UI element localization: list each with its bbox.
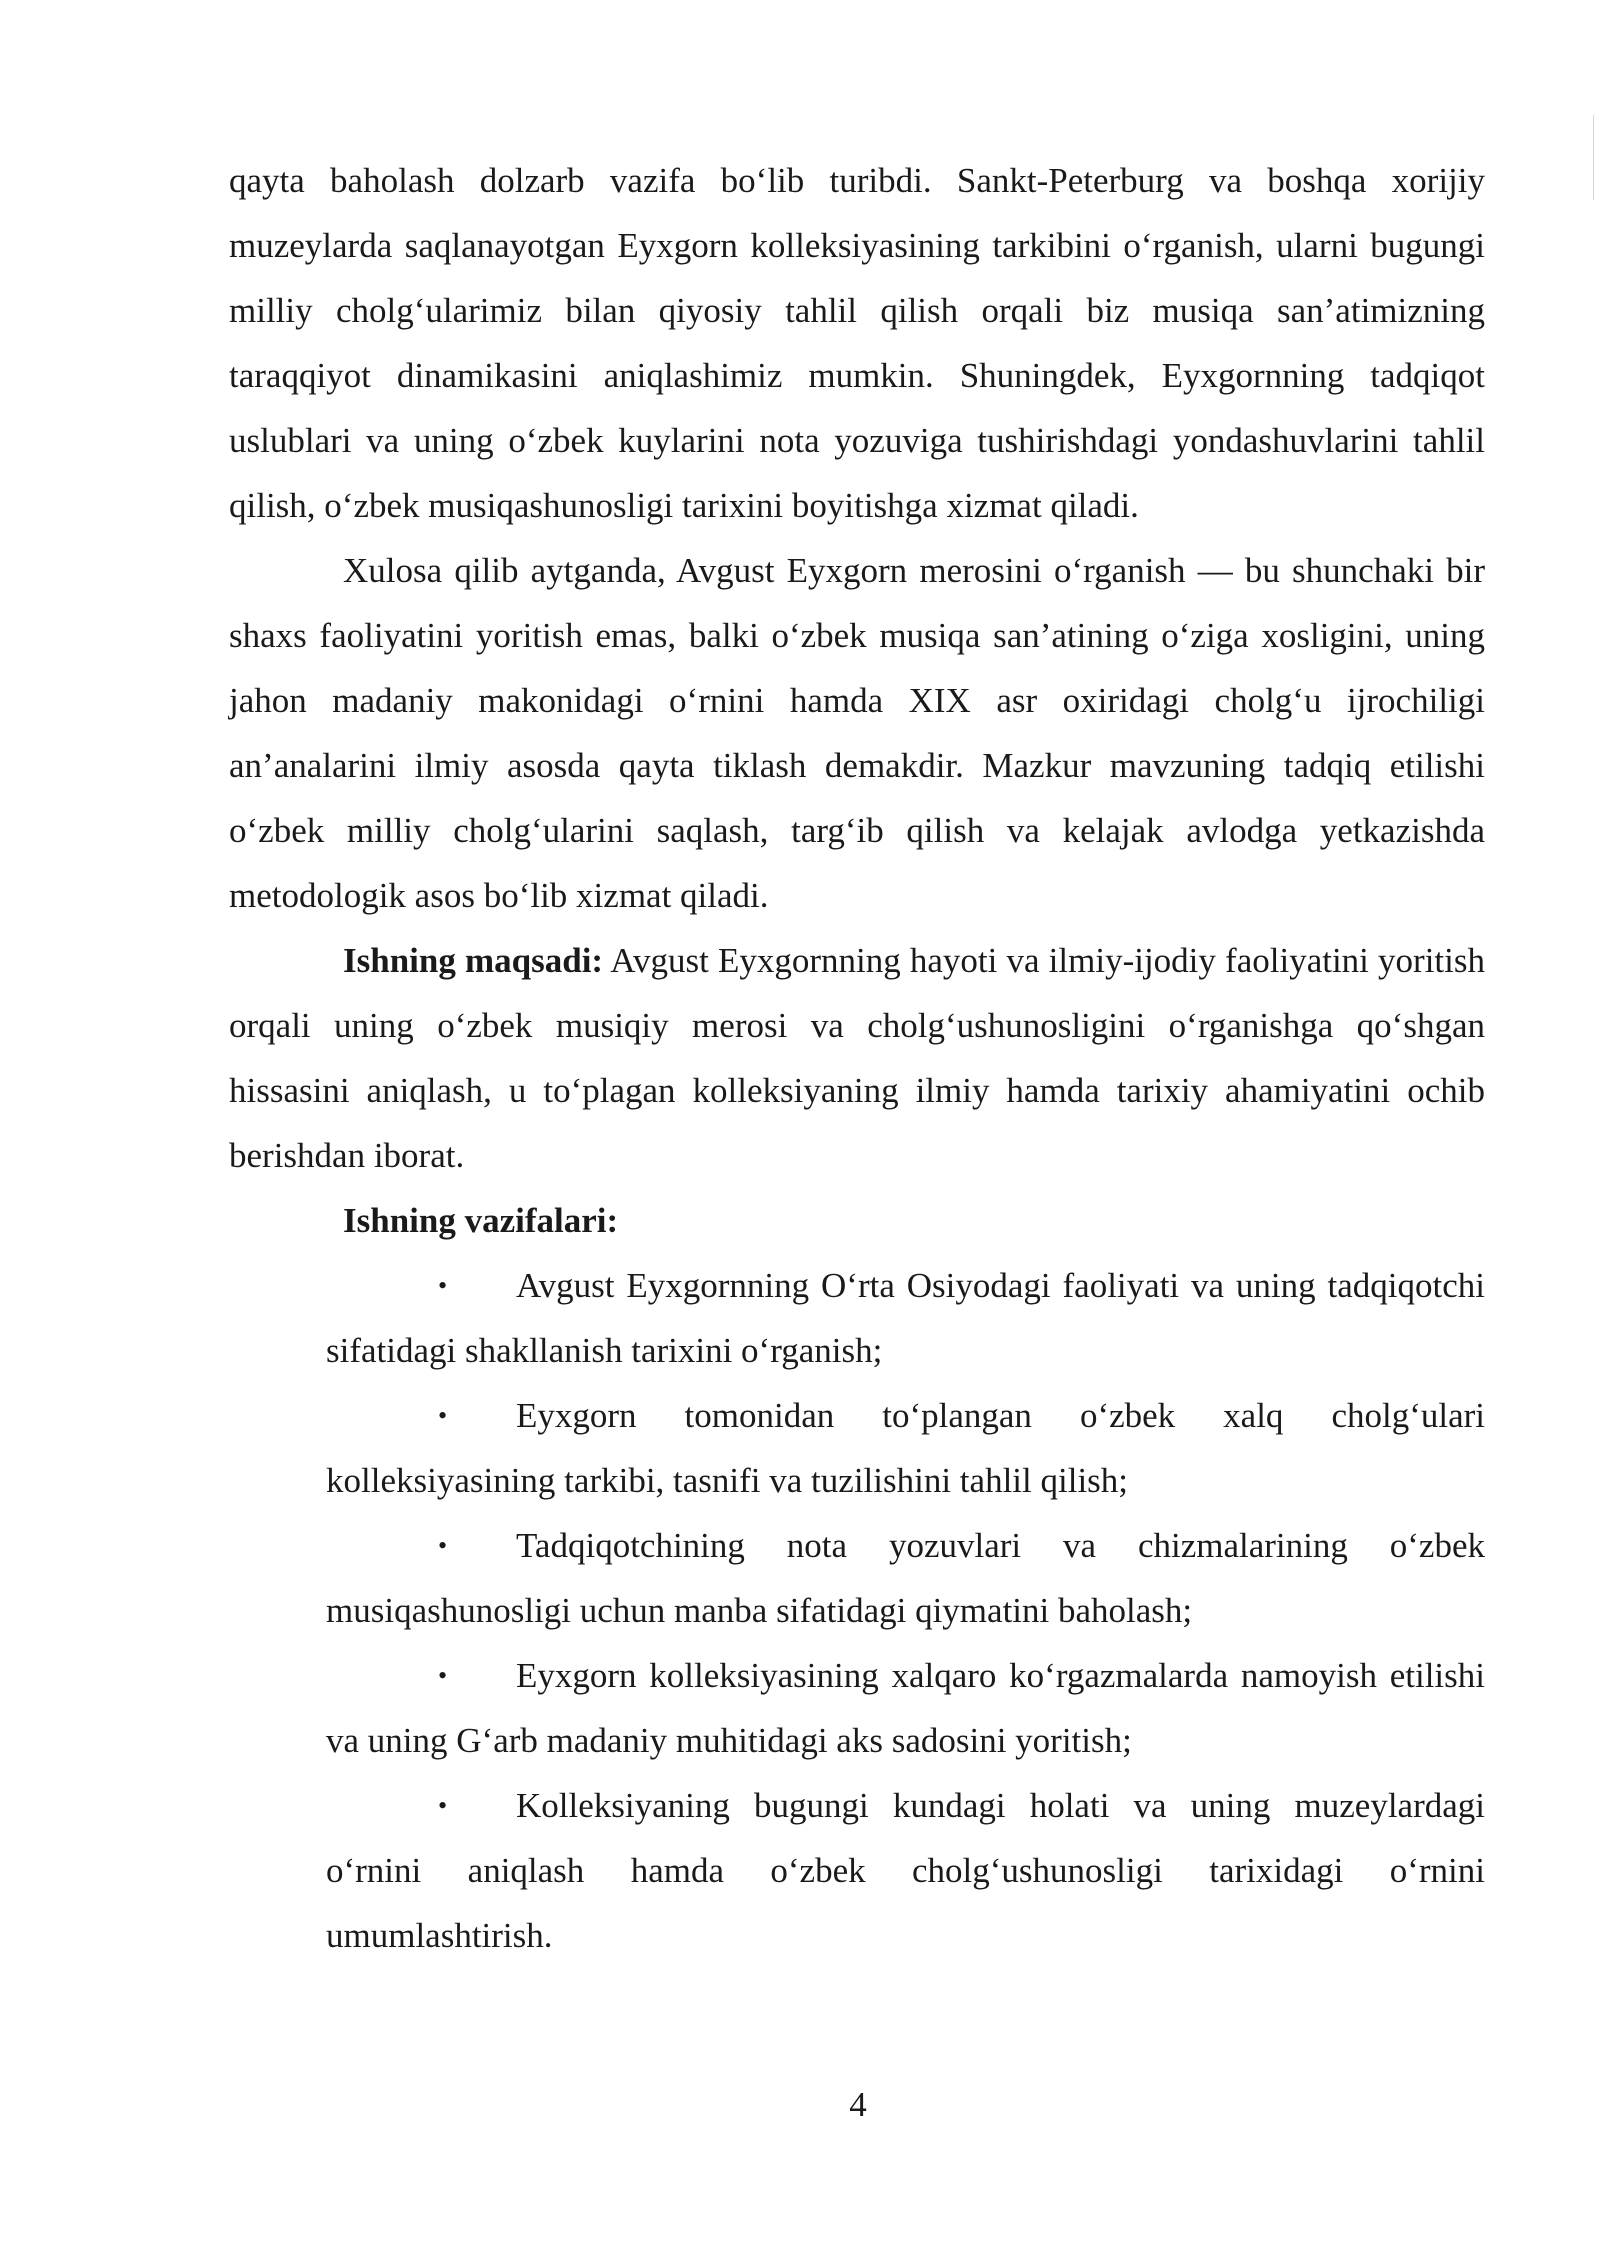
paragraph-conclusion: Xulosa qilib aytganda, Avgust Eyxgorn merosini o‘rganish — bu shunchaki bir shaxs faoliyatini yoritish emas, balki o‘zbek musiqa san’atining o‘ziga xosligini, uning jahon madaniy makonidagi o‘rnini hamda XIX asr oxiridagi cholg‘u ijrochiligi an’analarini ilmiy asosda qayta tiklash demakdir. Mazkur mavzuning tadqiq etilishi o‘zbek milliy cholg‘ularini saqlash, targ‘ib qilish va kelajak avlodga yetkazishda metodologik asos bo‘lib xizmat qiladi. (229, 551, 1485, 915)
paragraph-goal (229, 928, 1485, 1188)
list-item-text: Eyxgorn tomonidan to‘plangan o‘zbek xalq cholg‘ulari kolleksiyasining tarkibi, tasnifi va tuzilishini tahlil qilish; (326, 1396, 1485, 1500)
list-item (326, 1643, 1485, 1773)
page-number: 4 (849, 2085, 867, 2124)
goal-text: Avgust Eyxgornning hayoti va ilmiy-ijodiy faoliyatini yoritish orqali uning o‘zbek musiqiy merosi va cholg‘ushunosligini o‘rganishga qo‘shgan hissasini aniqlash, u to‘plagan kolleksiyaning ilmiy hamda tarixiy ahamiyatini ochib berishdan iborat. (229, 941, 1485, 1175)
bullet-icon: • (438, 1661, 448, 1690)
list-item-text: Avgust Eyxgornning O‘rta Osiyodagi faoliyati va uning tadqiqotchi sifatidagi shakllanish tarixini o‘rganish; (326, 1266, 1485, 1370)
list-item-text: Eyxgorn kolleksiyasining xalqaro ko‘rgazmalarda namoyish etilishi va uning G‘arb madaniy muhitidagi aks sadosini yoritish; (326, 1656, 1485, 1760)
list-item-text: Kolleksiyaning bugungi kundagi holati va uning muzeylardagi o‘rnini aniqlash hamda o‘zbek cholg‘ushunosligi tarixidagi o‘rnini umumlashtirish. (326, 1786, 1485, 1955)
page-content (229, 148, 1485, 1968)
bullet-icon: • (438, 1531, 448, 1560)
bullet-icon: • (438, 1791, 448, 1820)
goal-label: Ishning maqsadi: (343, 941, 604, 980)
list-item (326, 1383, 1485, 1513)
paragraph-continuation: qayta baholash dolzarb vazifa bo‘lib turibdi. Sankt-Peterburg va boshqa xorijiy muzeylarda saqlanayotgan Eyxgorn kolleksiyasining tarkibini o‘rganish, ularni bugungi milliy cholg‘ularimiz bilan qiyosiy tahlil qilish orqali biz musiqa san’atimizning taraqqiyot dinamikasini aniqlashimiz mumkin. Shuningdek, Eyxgornning tadqiqot uslublari va uning o‘zbek kuylarini nota yozuviga tushirishdagi yondashuvlarini tahlil qilish, o‘zbek musiqashunosligi tarixini boyitishga xizmat qiladi. (229, 161, 1485, 525)
list-item (326, 1253, 1485, 1383)
tasks-heading: Ishning vazifalari: (343, 1201, 619, 1240)
list-item-text: Tadqiqotchining nota yozuvlari va chizmalarining o‘zbek musiqashunosligi uchun manba sifatidagi qiymatini baholash; (326, 1526, 1485, 1630)
bullet-icon: • (438, 1271, 448, 1300)
list-item (326, 1513, 1485, 1643)
tasks-list (229, 1253, 1485, 1968)
list-item (326, 1773, 1485, 1968)
bullet-icon: • (438, 1401, 448, 1430)
page-edge-line (1593, 115, 1594, 200)
